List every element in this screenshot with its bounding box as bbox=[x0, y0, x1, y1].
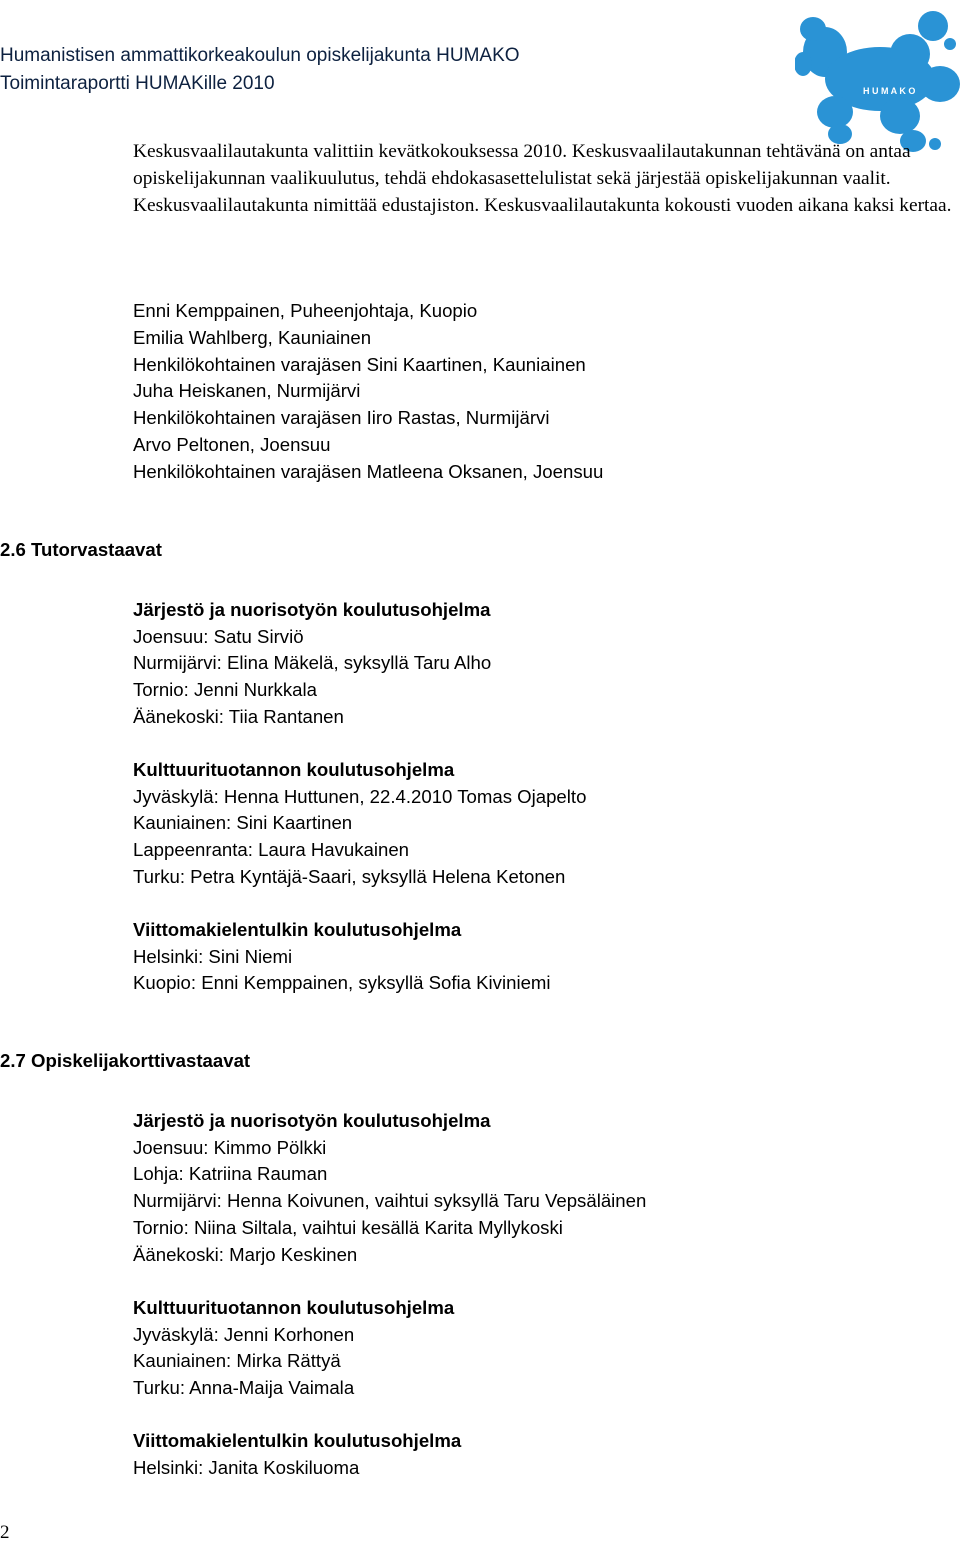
section-heading-student-cards: 2.7 Opiskelijakorttivastaavat bbox=[0, 1050, 251, 1071]
list-item: Joensuu: Satu Sirviö bbox=[133, 625, 304, 647]
card-group bbox=[133, 1428, 461, 1481]
list-item: Kauniainen: Mirka Rättyä bbox=[133, 1350, 341, 1372]
program-title: Viittomakielentulkin koulutusohjelma bbox=[133, 919, 462, 940]
humako-logo bbox=[795, 4, 960, 154]
list-item: Lohja: Katriina Rauman bbox=[133, 1163, 328, 1185]
list-item: Kauniainen: Sini Kaartinen bbox=[133, 812, 353, 834]
program-title: Järjestö ja nuorisotyön koulutusohjelma bbox=[133, 599, 491, 620]
list-item: Äänekoski: Tiia Rantanen bbox=[133, 705, 344, 727]
list-item: Helsinki: Janita Koskiluoma bbox=[133, 1456, 360, 1478]
card-group bbox=[133, 1108, 646, 1268]
member-item: Juha Heiskanen, Nurmijärvi bbox=[133, 380, 361, 402]
list-item: Turku: Anna-Maija Vaimala bbox=[133, 1377, 355, 1399]
tutor-group bbox=[133, 917, 551, 997]
list-item: Helsinki: Sini Niemi bbox=[133, 945, 293, 967]
list-item: Nurmijärvi: Henna Koivunen, vaihtui syksyllä Taru Vepsäläinen bbox=[133, 1190, 647, 1212]
list-item: Nurmijärvi: Elina Mäkelä, syksyllä Taru Alho bbox=[133, 652, 492, 674]
header-report-title: Toimintaraportti HUMAKille 2010 bbox=[0, 73, 275, 94]
program-title: Kulttuurituotannon koulutusohjelma bbox=[133, 759, 455, 780]
list-item: Joensuu: Kimmo Pölkki bbox=[133, 1136, 327, 1158]
program-title: Järjestö ja nuorisotyön koulutusohjelma bbox=[133, 1110, 491, 1131]
list-item: Jyväskylä: Jenni Korhonen bbox=[133, 1323, 355, 1345]
list-item: Turku: Petra Kyntäjä-Saari, syksyllä Helena Ketonen bbox=[133, 865, 566, 887]
program-title: Kulttuurituotannon koulutusohjelma bbox=[133, 1297, 455, 1318]
document-header bbox=[0, 42, 520, 98]
member-item: Emilia Wahlberg, Kauniainen bbox=[133, 326, 372, 348]
member-item: Henkilökohtainen varajäsen Matleena Oksanen, Joensuu bbox=[133, 460, 604, 482]
logo-text: H U M A K O bbox=[863, 86, 916, 96]
list-item: Tornio: Niina Siltala, vaihtui kesällä Karita Myllykoski bbox=[133, 1216, 563, 1238]
list-item: Tornio: Jenni Nurkkala bbox=[133, 679, 317, 701]
member-item: Henkilökohtainen varajäsen Sini Kaartinen, Kauniainen bbox=[133, 353, 586, 375]
program-title: Viittomakielentulkin koulutusohjelma bbox=[133, 1430, 462, 1451]
intro-section bbox=[133, 138, 953, 219]
page-number: 2 bbox=[0, 1522, 10, 1543]
header-organization: Humanistisen ammattikorkeakoulun opiskelijakunta HUMAKO bbox=[0, 45, 520, 66]
list-item: Äänekoski: Marjo Keskinen bbox=[133, 1243, 358, 1265]
intro-paragraph: Keskusvaalilautakunta valittiin kevätkokouksessa 2010. Keskusvaalilautakunnan tehtävänä on antaa opiskelijakunnan vaalikuulutus, tehdä ehdokasasettelulistat sekä järjestää opiskelijakunnan vaalit. Keskusvaalilautakunta nimittää edustajiston. Keskusvaalilautakunta kokousti vuoden aikana kaksi kertaa. bbox=[133, 141, 952, 216]
member-item: Enni Kemppainen, Puheenjohtaja, Kuopio bbox=[133, 300, 478, 321]
member-item: Henkilökohtainen varajäsen Iiro Rastas, Nurmijärvi bbox=[133, 407, 550, 429]
list-item: Lappeenranta: Laura Havukainen bbox=[133, 839, 410, 861]
tutor-group bbox=[133, 597, 491, 731]
section-heading-tutors: 2.6 Tutorvastaavat bbox=[0, 539, 162, 560]
member-item: Arvo Peltonen, Joensuu bbox=[133, 433, 331, 455]
card-group bbox=[133, 1295, 454, 1402]
committee-member-list bbox=[133, 298, 603, 486]
list-item: Kuopio: Enni Kemppainen, syksyllä Sofia Kiviniemi bbox=[133, 972, 551, 994]
tutor-group bbox=[133, 757, 586, 891]
list-item: Jyväskylä: Henna Huttunen, 22.4.2010 Tomas Ojapelto bbox=[133, 785, 587, 807]
